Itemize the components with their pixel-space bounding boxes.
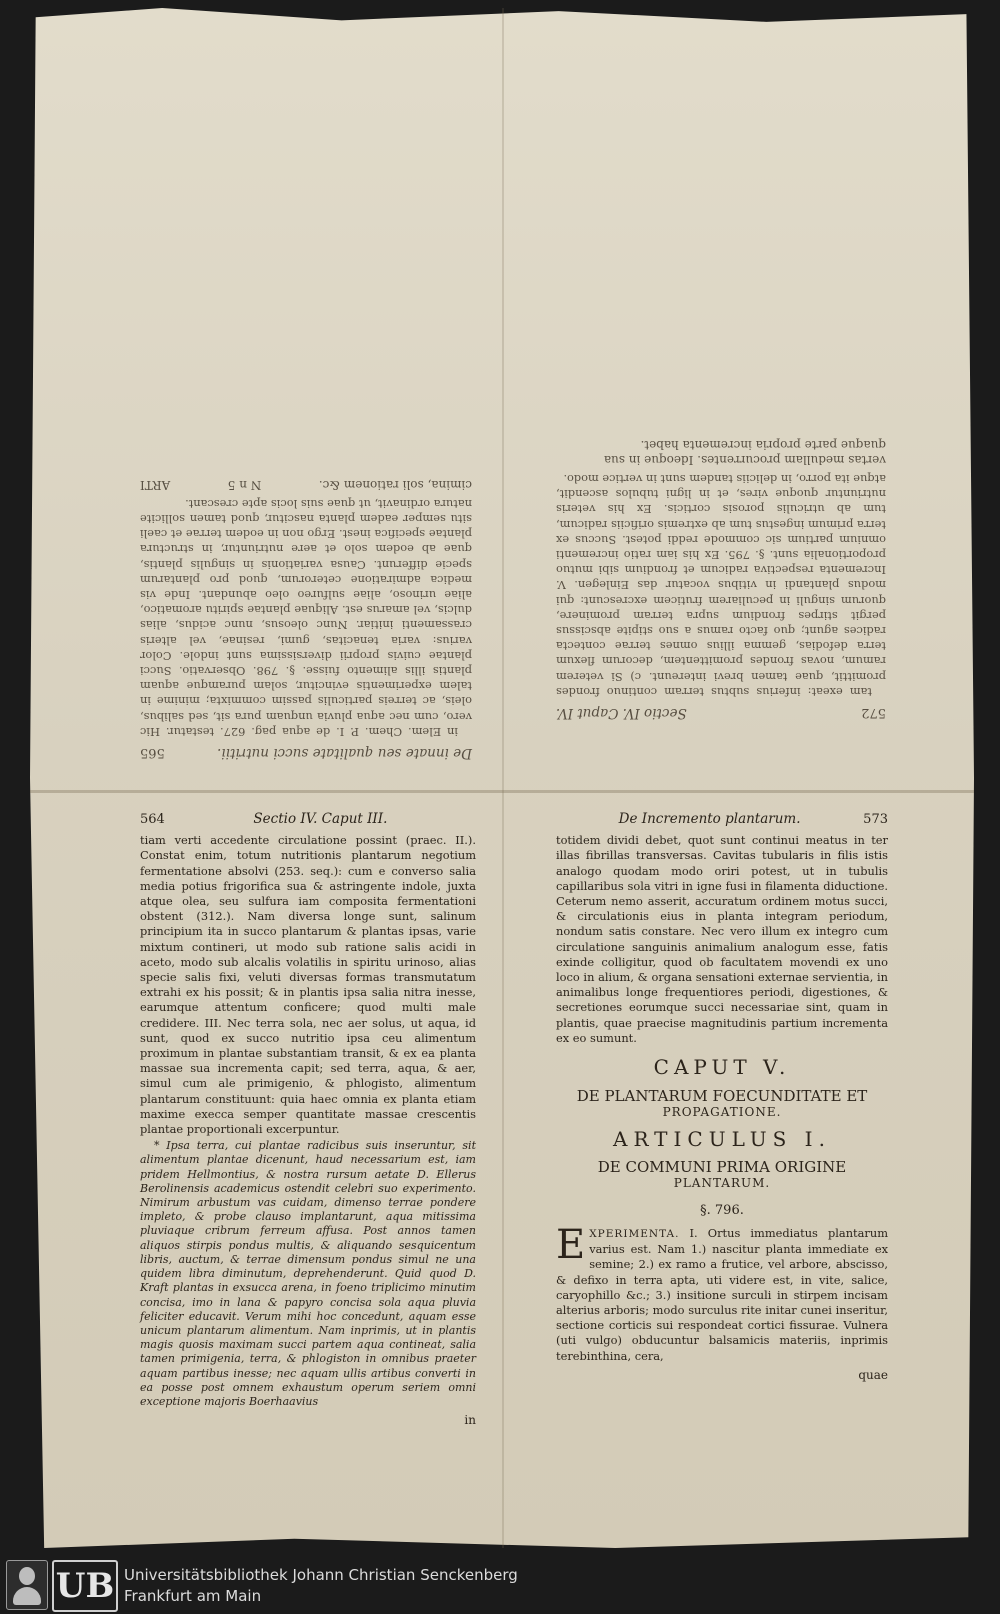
upper-left-header-title: De innate seu qualitate succi nutritii. <box>217 745 472 761</box>
lower-left-paragraph: tiam verti accedente circulatione possint (praec. II.). Constat enim, totum nutritionis plantarum negotium fermentatione absolvi (253. seq.): cum e converso salia media potius frigorifica sua & astringente indole, juxta atque olea, seu sulfura iam composita fermentationi obstent (312.). Nam diversa longe sunt, salinum principium ita in succo plantarum & plantas ipsas, varie mixtum contineri, ut modo sub ratione salis acidi in aceto, modo sub alcalis volatilis in spiritu urinoso, alias specie salis fixi, veluti diversas formas transmutatum extrahi ex his possit; & in plantis ipsa salia nitra inesse, earumque attentum conficere; quod multi male credidere. III. Nec terra sola, nec aer solus, ut aqua, id sunt, quod ex succo nutritio ipsa ceu alimentum proximum in plantae substantiam transit, & ex ea planta massae sua incrementa capit; sed terra, aqua, & aer, simul cum ale primigenio, & phlogisto, alimentum plantarum constituunt: quia haec omnia ex planta etiam maxime execca semper quantitate massae crescentis plantae proportionali excerpuntur. <box>140 833 476 1137</box>
upper-left-page <box>140 120 472 760</box>
upper-right-footline <box>556 436 886 466</box>
senckenberg-portrait-icon <box>6 1560 48 1610</box>
upper-left-signature: N n 5 <box>227 477 262 492</box>
lower-left-body <box>140 833 476 1409</box>
chapter-title-line2: PROPAGATIONE. <box>662 1105 782 1120</box>
article-title-line1: DE COMMUNI PRIMA ORIGINE <box>597 1157 847 1176</box>
article-heading: ARTICULUS I. <box>613 1127 831 1152</box>
upper-left-footer-left: cimina, soli rationem &c. <box>318 477 472 492</box>
chapter-title-line1: DE PLANTARUM FOECUNDITATE ET <box>576 1087 868 1106</box>
upper-right-footer-text: vertas medullam procurrentes. Ideoque in sua quaque parte propria incrementa habet. <box>603 437 886 467</box>
upper-right-page-number: 572 <box>861 705 886 720</box>
vertical-fold <box>502 8 504 1548</box>
lower-left-running-head <box>140 812 476 827</box>
lower-right-paragraph: totidem dividi debet, quot sunt continui meatus in ter illas fibrillas transversas. Cavitas tubularis in filis istis analogo quodam modo oriri potest, ut in tubulis capillaribus sola vitri in igne fusi in filamenta diductione. Ceterum nemo asserit, accuratum ordinem motus succi, & circulationis eius in planta integram periodum, nondum satis constare. Nec vero illum ex integro cum circulatione sanguinis animalium analogum esse, fatis exinde colligitur, quod ob facultatem movendi ex uno loco in alium, & organa sensationi externae servientia, in animalibus longe frequentiores periodi, digestiones, & secretiones eorumque succi necessariae sint, quam in plantis, quae praecise magnitudinis partium incrementa ex eo sumunt. <box>556 833 888 1045</box>
upper-right-header-title: Sectio IV. Caput IV. <box>556 705 687 721</box>
upper-left-body <box>140 496 472 739</box>
lower-right-footline <box>556 1368 888 1383</box>
library-city: Frankfurt am Main <box>124 1587 262 1605</box>
upper-left-paragraph: in Elem. Chem. P. I. de aqua pag. 627. testatur. Hic vero, cum nec aqua pluvia unquam pura sit, sed salibus, oleis, ac terreis particulis passim commixta; minime in talem experimentis evincitur, solam puramque aquam plantis illis alimento fuisse. §. 798. Observatio. Succi plantae cuivis proprii diversissima sunt indole. Color varius: varia tenacitas, gumi, resinae, vel alteris crassamenti initiar. Nunc oleosus, nunc acidus, alias dulcis, vel amarus est. Aliquae plantae spiritu aromatico, aliae urinoso, aliae sulfureo oleo abundant. Inde vis medica admiratione ceterorum, quod pro plantarum specie differunt. Causa variationis in singulis plantis, quae ab eodem solo et aere nutriuntur, in structura plantae specifica inest. Ergo non in eodem terrae et caeli situ semper eadem planta nascitur, quod tamen sollicite natura ordinavit, ut quae suis locis apte crescant. <box>140 496 472 739</box>
upper-right-running-head <box>556 705 886 720</box>
lower-right-running-head <box>556 812 888 827</box>
upper-left-page-number: 565 <box>140 745 165 760</box>
article-title-line2: PLANTARUM. <box>673 1175 771 1190</box>
lower-right-header-title: De Incremento plantarum. <box>618 811 801 827</box>
lower-left-catchword: in <box>464 1413 476 1428</box>
lead-word: XPERIMENTA. <box>589 1228 680 1241</box>
lower-right-page-number: 573 <box>863 812 888 827</box>
ub-logo: UB <box>52 1560 118 1612</box>
lower-right-catchword: quae <box>858 1367 888 1382</box>
upper-left-footline <box>140 476 472 491</box>
section-number: §. 796. <box>700 1202 744 1218</box>
experimenta-body <box>556 1222 888 1364</box>
lower-left-header-title: Sectio IV. Caput III. <box>253 811 388 827</box>
upper-left-catchword: ARTI <box>140 477 171 492</box>
lower-left-footline <box>140 1413 476 1428</box>
upper-left-running-head <box>140 745 472 760</box>
experimenta-paragraph: I. Ortus immediatus plantarum varius est. Nam 1.) nascitur planta immediate ex semine; 2.) ex ramo a frutice, vel arbore, abscisso, & defixo in terra apta, uti videre est, in vite, salice, caryophillo &c.; 3.) insitione surculi in stirpem incisam alterius arboris; modo surculus rite initar cunei inseritur, sectione corticis sui respondeat cortici fissurae. Vulnera (uti vulgo) obducuntur balsamicis materiis, inprimis terebinthina, cera, <box>556 1226 888 1363</box>
lower-left-page-number: 564 <box>140 812 165 827</box>
library-footer <box>0 1556 1000 1614</box>
upper-right-paragraph: tam exeat: inferius subtus terram continuo frondes promittit, quae tamen brevi intereunt. c) Si veterem ramum, novas frondes promittentem, decorum flexum terra defodias, gemma illius omnes terrae contecta radices agunt; quo facto ramus a suo stipite abscissus pergit stirpes frondium supra terram prominere, quorum singuli in peculiarem fruticem excrescunt: qui modus plantandi in vitibus vocatur das Einlegen. V. Incrementa respectiva radicum et frondium sibi mutuo proportionalia sunt. §. 795. Ex his iam ratio incrementi omnium partium sic commode reddi potest. Succus ex terra primum ingestus tum ab extremis orificiis radicum, tum ab utriculis porosis corticis. Ex his veteris nutriuntur quoque vires, et in ligni tubulos ascendit, atque ita porro, in deliciis tandem sunt in vertice modo. <box>556 471 886 699</box>
chapter-heading: CAPUT V. <box>653 1055 791 1080</box>
upper-right-page <box>556 100 886 720</box>
lower-right-body <box>556 833 888 1046</box>
lower-left-footnote: * Ipsa terra, cui plantae radicibus suis inseruntur, sit alimentum plantae dicenunt, haud necessarium est, iam pridem Hellmontius, & nostra rursum aetate D. Ellerus Berolinensis academicus ostendit celebri suo experimento. Nimirum arbustum vas cuidam, dimenso terrae pondere impleto, & probe clauso implantarunt, aqua mitissima pluviaque cribrum ferreum affusa. Post annos tamen aliquos stirpis pondus multis, & aliquando sesquicentum libris, auctum, & terrae dimensum pondus simul ne una quidem libra diminutum, deprehenderunt. Quid quod D. Kraft plantas in exsucca arena, in foeno triplicimo minutim concisa, imo in lana & papyro concisa sola aqua pluvia feliciter educavit. Verum mihi hoc concedunt, aquam esse unicum plantarum alimentum. Nam inprimis, ut in plantis magis quosis maximam succi partem aqua contineat, salia tamen primigenia, terra, & phlogiston in omnibus praeter aquam partibus inesse; nec aquam ullis artibus converti in ea posse post omnem exhaustum operum seriem omni exceptione majoris Boerhaavius <box>140 1139 476 1408</box>
lower-left-page <box>140 811 476 1428</box>
lower-right-page <box>556 812 888 1427</box>
upper-right-body <box>556 471 886 699</box>
library-name: Universitätsbibliothek Johann Christian Senckenberg <box>124 1566 518 1584</box>
drop-cap: E <box>556 1222 586 1269</box>
